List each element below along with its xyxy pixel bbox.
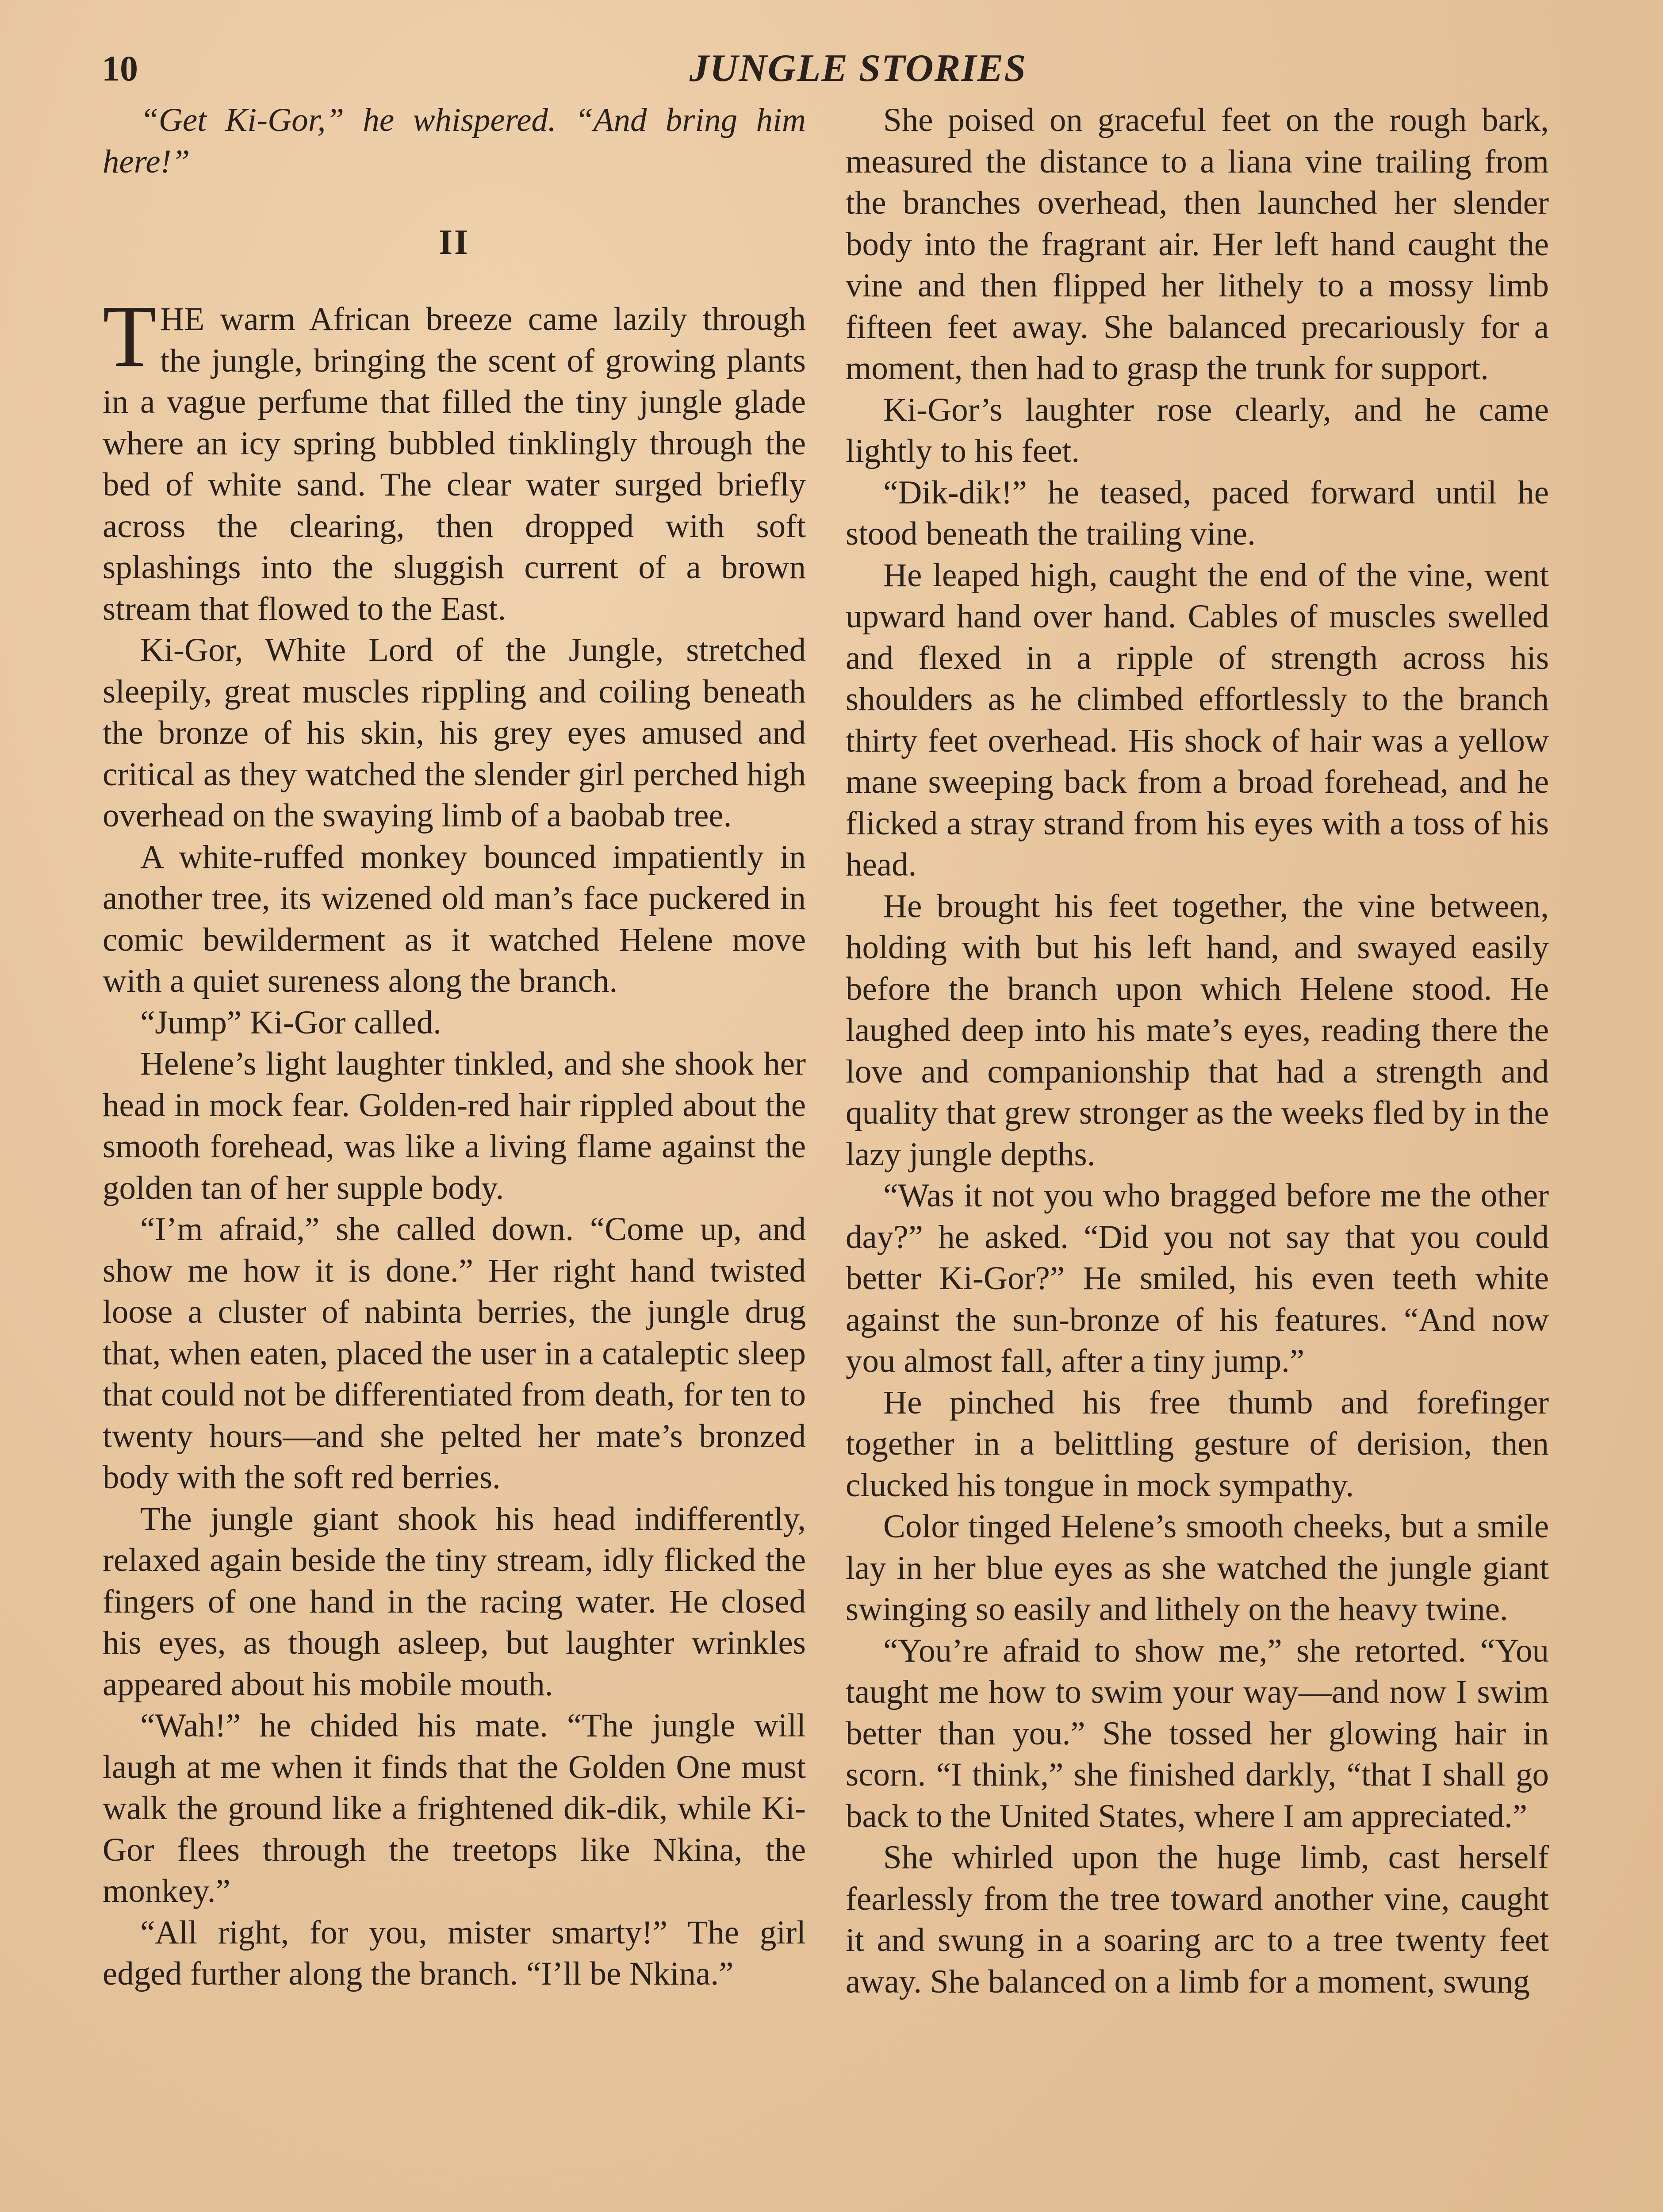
page-header xyxy=(102,42,1614,95)
paragraph: She poised on graceful feet on the rough bark, measured the distance to a liana vine trailing from the branches overhead, then launched her slender body into the fragrant air. Her left hand caught the vine and then flipped her lithely to a mossy limb fifteen feet away. She balanced precariously for a moment, then had to grasp the trunk for support. xyxy=(846,102,1549,387)
paragraph: Ki-Gor, White Lord of the Jungle, stretched sleepily, great muscles rippling and coiling beneath the bronze of his skin, his grey eyes amused and critical as they watched the slender girl perched high overhead on the swaying limb of a baobab tree. xyxy=(103,632,806,834)
paragraph: “You’re afraid to show me,” she retorted. “You taught me how to swim your way—and now I swim better than you.” She tossed her glowing hair in scorn. “I think,” she finished darkly, “that I shall go back to the United States, where I am appreciated.” xyxy=(846,1632,1549,1835)
left-column xyxy=(103,100,806,1995)
opening-paragraph-text: HE warm African breeze came lazily through the jungle, bringing the scent of growing plants in a vague perfume that filled the tiny jungle glade where an icy spring bubbled tinklingly through the bed of white sand. The clear water surged briefly across the clearing, then dropped with soft splashings into the sluggish current of a brown stream that flowed to the East. xyxy=(103,301,806,627)
paragraph: “Wah!” he chided his mate. “The jungle will laugh at me when it finds that the Golden One must walk the ground like a frightened dik-dik, while Ki-Gor flees through the treetops like Nkina, the monkey.” xyxy=(103,1707,806,1909)
chapter-heading: II xyxy=(438,223,470,262)
opening-paragraph xyxy=(103,288,806,630)
paragraph: Color tinged Helene’s smooth cheeks, but a smile lay in her blue eyes as she watched the jungle giant swinging so easily and lithely on the heavy twine. xyxy=(846,1508,1549,1628)
running-title: JUNGLE STORIES xyxy=(689,47,1027,90)
paragraph: “Jump” Ki-Gor called. xyxy=(140,1004,442,1041)
right-column xyxy=(846,100,1549,2002)
paragraph: “Was it not you who bragged before me the other day?” he asked. “Did you not say that you could better Ki-Gor?” He smiled, his even teeth white against the sun-bronze of his features. “And now you almost fall, after a tiny jump.” xyxy=(846,1177,1549,1379)
lead-paragraph: “Get Ki-Gor,” he whispered. “And bring him here!” xyxy=(103,102,806,180)
paragraph: He brought his feet together, the vine between, holding with but his left hand, and swayed easily before the branch upon which Helene stood. He laughed deep into his mate’s eyes, reading there the love and companionship that had a strength and quality that grew stronger as the weeks fled by in the lazy jungle depths. xyxy=(846,887,1549,1173)
paragraph: “I’m afraid,” she called down. “Come up, and show me how it is done.” Her right hand twisted loose a cluster of nabinta berries, the jungle drug that, when eaten, placed the user in a cataleptic sleep that could not be differentiated from death, for ten to twenty hours—and she pelted her mate’s bronzed body with the soft red berries. xyxy=(103,1211,806,1496)
paragraph: A white-ruffed monkey bounced impatiently in another tree, its wizened old man’s face puckered in comic bewilderment as it watched Helene move with a quiet sureness along the branch. xyxy=(103,838,806,999)
paragraph: “All right, for you, mister smarty!” The girl edged further along the branch. “I’ll be Nkina.” xyxy=(103,1914,806,1992)
paragraph: He pinched his free thumb and forefinger together in a belittling gesture of derision, then clucked his tongue in mock sympathy. xyxy=(846,1384,1549,1504)
paragraph: The jungle giant shook his head indifferently, relaxed again beside the tiny stream, idly flicked the fingers of one hand in the racing water. He closed his eyes, as though asleep, but laughter wrinkles appeared about his mobile mouth. xyxy=(103,1500,806,1703)
paragraph: She whirled upon the huge limb, cast herself fearlessly from the tree toward another vine, caught it and swung in a soaring arc to a tree twenty feet away. She balanced on a limb for a moment, swung xyxy=(846,1839,1549,2000)
paragraph: He leaped high, caught the end of the vine, went upward hand over hand. Cables of muscles swelled and flexed in a ripple of strength across his shoulders as he climbed effortlessly to the branch thirty feet overhead. His shock of hair was a yellow mane sweeping back from a broad forehead, and he flicked a stray strand from his eyes with a toss of his head. xyxy=(846,557,1549,883)
drop-cap: T xyxy=(103,288,157,385)
page-number: 10 xyxy=(102,48,138,88)
paragraph: Helene’s light laughter tinkled, and she shook her head in mock fear. Golden-red hair rippled about the smooth forehead, was like a living flame against the golden tan of her supple body. xyxy=(103,1045,806,1206)
paragraph: “Dik-dik!” he teased, paced forward until he stood beneath the trailing vine. xyxy=(846,474,1549,552)
paragraph: Ki-Gor’s laughter rose clearly, and he came lightly to his feet. xyxy=(846,391,1549,469)
